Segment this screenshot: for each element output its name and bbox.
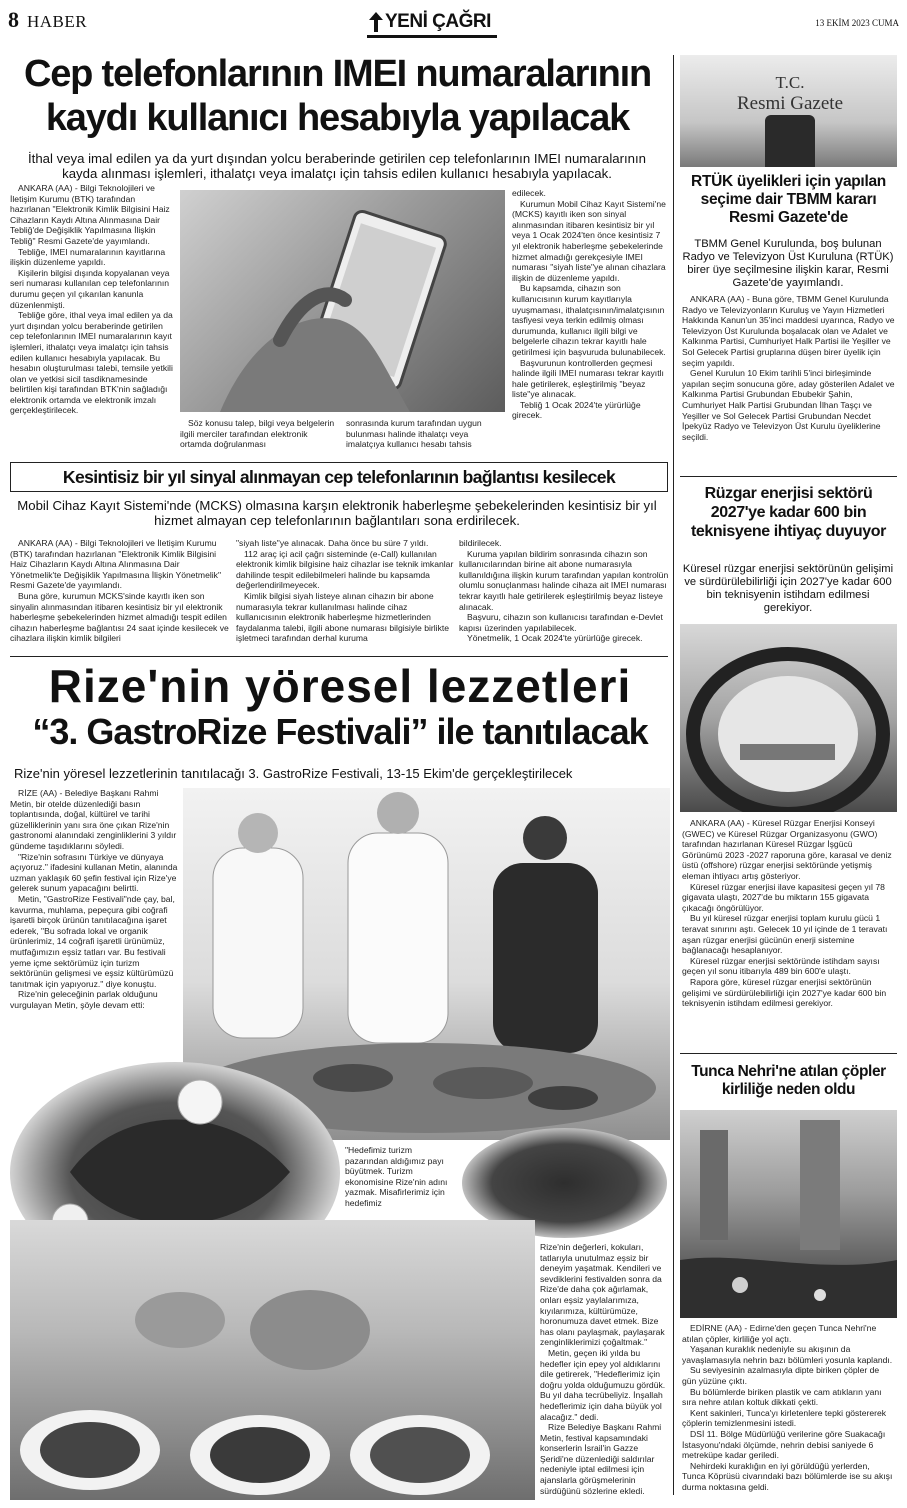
paragraph: Metin, "GastroRize Festivali"nde çay, bal, kavurma, muhlama, pepeçura gibi coğrafi işaretli birçok ürünün tanıtılacağına işaret ederek, "Bu sofrada lokal ve organik ürünlerimiz, 14 coğrafi işaretli ürünümüz, mutfağımızın eşsiz tatları var. Bu festivali yeme içme sektörümüz için turizm sektörünün gelişmesi ve eşsiz kültürümüzü tanıtmak için yapıyoruz." diye konuştu. xyxy=(10,893,175,989)
paragraph: 112 araç içi acil çağrı sisteminde (e-Call) kullanılan elektronik kimlik bilgisine haiz cihazlar ise teknik imkanlar dahilinde tespit edilebilmeleri halinde bu kapsamda değerlendirilmeyecek. xyxy=(236,548,454,591)
table-food-illustration xyxy=(10,1220,535,1500)
mcks-headline: Kesintisiz bir yıl sinyal alınmayan cep telefonlarının bağlantısı kesilecek xyxy=(62,467,616,487)
rtuk-deck: TBMM Genel Kurulunda, boş bulunan Radyo ve Televizyon Üst Kuruluna (RTÜK) birer üye seçilmesine ilişkin karar, Resmi Gazete'de yayımlandı. xyxy=(682,238,894,289)
rize-quote: "Hedefimiz turizm pazarından aldığımız payı büyütmek. Turizm ekonomisine Rize'nin adını yazmak. Misafirlerimiz için hedefimiz xyxy=(345,1145,448,1208)
paragraph: edilecek. xyxy=(512,188,546,198)
paragraph: RİZE (AA) - Belediye Başkanı Rahmi Metin, bir otelde düzenlediği basın toplantısında, doğal, kültürel ve tarihi güzelliklerinin yanı sıra öne çıkan Rize'nin gastronomi alanındaki zenginliklerini 3 yıldır gündeme taşıdıklarını söyledi. xyxy=(10,788,177,851)
paragraph: bildirilecek. xyxy=(459,538,502,548)
paragraph: Genel Kurulun 10 Ekim tarihli 5'inci birleşiminde yapılan seçim sonucuna göre, aday gösterilen Adalet ve Kalkınma Partisi Grubundan Ebubekir Şahin, Cumhuriyet Halk Partisi Grubundan İlhan Taşçı ve Yeşiller ve Sol Gelecek Partisi Grubundan Necdet İpekyüz Radyo ve Televizyon Üst Kurulu üyeliklerine seçildi. xyxy=(682,368,895,442)
rtuk-body xyxy=(682,294,895,472)
imei-caption-col1: Söz konusu talep, bilgi veya belgelerin ilgili merciler tarafından elektronik ortamda doğrulanması xyxy=(180,418,335,450)
paragraph: DSİ 11. Bölge Müdürlüğü verilerine göre Suakacağı İstasyonu'ndaki ölçümde, nehrin debisi saniyede 6 metreküpe kadar geriledi. xyxy=(682,1428,886,1461)
paragraph: Tebliğe, IMEI numaralarının kayıtlarına ilişkin düzenleme yapıldı. xyxy=(10,246,166,268)
river-pollution-photo xyxy=(680,1110,897,1318)
paragraph: Yönetmelik, 1 Ocak 2024'te yürürlüğe girecek. xyxy=(467,633,643,644)
paragraph: Küresel rüzgar enerjisi ilave kapasitesi geçen yıl 78 gigavata ulaştı, 2027'de bu miktarın 155 gigavata çıkacağı öngörülüyor. xyxy=(682,881,885,913)
imei-body-col1 xyxy=(10,183,174,475)
page-number: 8 xyxy=(8,7,19,32)
imei-caption-col2: sonrasında kurum tarafından uygun bulunması halinde ithalatçı veya imalatçıya kullanıcı hesabı tahsis xyxy=(346,418,482,450)
paragraph: Kişilerin bilgisi dışında kopyalanan veya seri numarası kullanılan cep telefonlarının durumu geçen yıl çıkarılan kanunla düzenlenmişti. xyxy=(10,267,170,310)
paragraph: EDİRNE (AA) - Edirne'den geçen Tunca Nehri'ne atılan çöpler, kirliliğe yol açtı. xyxy=(682,1323,877,1344)
paragraph: Buna göre, kurumun MCKS'sinde kayıtlı iken son sinyalin alınmasından itibaren kesintisiz bir yıl elektronik haberleşme şebekelerinden hizmet almadığı tespit edilen cihazın haberleşme bağlantısı 24 saat içinde kesilecek ve cihazlara ilişkin kimlik bilgileri xyxy=(10,590,229,644)
rize-body-col3 xyxy=(540,1242,670,1500)
paragraph: Küresel rüzgar enerjisi sektöründe istihdam sayısı geçen yıl sonu itibarıyla 489 bin 600'e ulaştı. xyxy=(682,955,880,977)
table-food-photo xyxy=(10,1220,535,1500)
paragraph: Yaşanan kuraklık nedeniyle su akışının da yavaşlamasıyla nehrin bazı bölümleri yosunla kaplandı. xyxy=(682,1344,893,1365)
paragraph: Kent sakinleri, Tunca'yı kirletenlere tepki göstererek çöplerin temizlenmesini istedi. xyxy=(682,1407,887,1429)
phone-hand-photo xyxy=(180,190,505,412)
logo-text: YENİ ÇAĞRI xyxy=(385,11,491,32)
phone-icon xyxy=(765,115,815,167)
ruzgar-body xyxy=(682,818,895,1050)
imei-body-col3 xyxy=(512,188,667,473)
paragraph: Su seviyesinin azalmasıyla dipte biriken çöpler de gün yüzüne çıktı. xyxy=(682,1365,880,1386)
wind-turbine-photo xyxy=(680,624,897,812)
turbine-illustration xyxy=(680,624,897,812)
paragraph: Rapora göre, küresel rüzgar enerjisi sektörünün gelişimi ve sürdürülebilirliği için 2027'ye kadar 600 bin teknisyenin istihdam edilmesi gerekiyor. xyxy=(682,976,887,1009)
tunca-headline: Tunca Nehri'ne atılan çöpler kirliliğe neden oldu xyxy=(691,1063,886,1098)
paragraph: ANKARA (AA) - Buna göre, TBMM Genel Kurulunda Radyo ve Televizyonların Kuruluş ve Yayın Hizmetleri Hakkında Kanun'un 35'inci maddesi uyarınca, Radyo ve Televizyon Üst Kurulunda boşalacak olan ve Adalet ve Kalkınma Partisi, Cumhuriyet Halk Partisi ile Yeşiller ve Sol Gelecek Partisi gruplarına düşen birer üyelik için seçim yapıldı. xyxy=(682,294,895,368)
paragraph: Bu yıl küresel rüzgar enerjisi toplam kurulu gücü 1 teravat sınırını aştı. Gelecek 10 yıl içinde de 1 teravatı aşan rüzgar enerjisi gücünün enerji sistemine bağlanacağı hesaplanıyor. xyxy=(682,913,888,956)
imei-headline-line2: kaydı kullanıcı hesabıyla yapılacak xyxy=(45,97,630,139)
section-divider xyxy=(10,656,668,657)
mcks-body-col3 xyxy=(459,538,669,650)
river-illustration xyxy=(680,1110,897,1318)
rtuk-headline: RTÜK üyelikleri için yapılan seçime dair TBMM kararı Resmi Gazete'de xyxy=(691,173,886,226)
paragraph: Kurumun Mobil Cihaz Kayıt Sistemi'ne (MCKS) kayıtlı iken son sinyal alınmasından itibaren kesintisiz bir yıl veya 1 Ocak 2024'ten önce kesintisiz 7 yıl elektronik haberleşme şebekelerinde hizmet almadığı gerekçesiyle IMEI numarası "siyah liste"ye alınan cihazlara ilişkin de düzenleme yapıldı. xyxy=(512,198,666,283)
imei-deck: İthal veya imal edilen ya da yurt dışından yolcu beraberinde getirilen cep telefonlarının IMEI numaralarının kayda alınması işlemleri, ithalatçı veya imalatçı için tahsis edilen kullanıcı hesabıyla yapılacak. xyxy=(28,151,646,181)
paragraph: Kimlik bilgisi siyah listeye alınan cihazın bir abone numarasıyla tekrar kullanılması halinde cihaz kullanıcısının elektronik haberleşme hizmetlerinden faydalanma talebi, ilgili abone numarası bilgisiyle birlikte işletmeci tarafından derhal kuruma xyxy=(236,590,450,644)
mcks-headline-box xyxy=(10,462,668,492)
paragraph: Kuruma yapılan bildirim sonrasında cihazın son kullanıcılarından birine ait abone numarasıyla kullanıldığına ilişkin kurum tarafından yapılan kontrolün olumlu sonuçlanması halinde cihaza ait IMEI numarası tekrar kayıtlı hale getirilerek eşleştirilmiş beyaz listeye alınacak. xyxy=(459,548,669,612)
rize-headline xyxy=(10,660,670,752)
mcks-body-col2 xyxy=(236,538,454,650)
phone-illustration xyxy=(180,190,505,412)
mcks-body-col1 xyxy=(10,538,230,650)
paragraph: ANKARA (AA) - Bilgi Teknolojileri ve İletişim Kurumu (BTK) tarafından hazırlanan "Elektronik Kimlik Bilgisini Haiz Cihazların Kaydı Altına Alınmasına Dair Yönetmelik'te Değişiklik Yapılmasına İlişkin Yönetmelik" Resmi Gazete'de yayımlandı. xyxy=(10,538,222,591)
paragraph: ANKARA (AA) - Küresel Rüzgar Enerjisi Konseyi (GWEC) ve Küresel Rüzgar Organizasyonu (GWO) tarafından hazırlanan Küresel Rüzgar İşgücü Görünümü 2023 -2027 raporuna göre, karasal ve deniz üstü (offshore) rüzgar enerjisi sektöründe yetişmiş eleman ihtiyacı artış gösteriyor. xyxy=(682,818,892,881)
newspaper-logo xyxy=(367,10,497,38)
paragraph: Metin, geçen iki yılda bu hedefler için epey yol aldıklarını dile getirerek, "Hedeflerimiz için doğru yolda olduğumuzu gördük. Bu yıl daha tecrübeliyiz. İnşallah hedeflerimiz için daha büyük yol alacağız." dedi. xyxy=(540,1347,666,1422)
paragraph: Başvuru, cihazın son kullanıcısı tarafından e-Devlet kapısı üzerinden yapılabilecek. xyxy=(459,612,663,633)
resmi-gazete-photo xyxy=(680,55,897,167)
sidebar-divider xyxy=(680,1053,897,1054)
photo-text-resmi-gazete: Resmi Gazete xyxy=(736,93,844,114)
section-label: HABER xyxy=(27,12,88,31)
paragraph: Rize Belediye Başkanı Rahmi Metin, festival kapsamındaki konserlerin İsrail'in Gazze Şeridi'ne düzenlediği saldırılar nedeniyle iptal edilmesi için ajanslarla görüşmelerinin sürdüğünü sözlerine ekledi. xyxy=(540,1422,662,1496)
paragraph: Rize'nin değerleri, kokuları, tatlarıyla unutulmaz eşsiz bir deneyim yaşatmak. Kendileri ve sevdiklerini festivalden sonra da Rize'de daha çok ağırlamak, onları eşsiz yaylalarımıza, kıyılarımıza, kültürümüze, horonumuza davet etmek. Bize has olanı paylaşmak, paylaşarak zenginliklerimizi çoğaltmak." xyxy=(540,1242,665,1348)
ruzgar-headline: Rüzgar enerjisi sektörü 2027'ye kadar 600 bin teknisyene ihtiyaç duyuyor xyxy=(690,485,886,540)
paragraph: Tebliğe göre, ithal veya imal edilen ya da yurt dışından yolcu beraberinde getirilen cep telefonlarının IMEI numaralarının kayıt işlemleri, ithalatçı veya imalatçı için tahsis edilen kullanıcı hesabıyla yapılacak. Bu hesabın oluşturulması talebi, temsile yetkili olan ve yetkisi sicil tasdiknamesinde belirtilen kişi tarafından BTK'nin sağladığı elektronik ortamda ve elektronik imzalı gerçekleştirilecek. xyxy=(10,310,173,416)
photo-text-tc: T.C. xyxy=(775,73,805,92)
issue-date: 13 EKİM 2023 CUMA xyxy=(815,18,899,28)
paragraph: "siyah liste"ye alınacak. Daha önce bu süre 7 yıldı. xyxy=(236,538,429,548)
rize-headline-line1: Rize'nin yöresel lezzetleri xyxy=(48,660,632,712)
rize-deck: Rize'nin yöresel lezzetlerinin tanıtılacağı 3. GastroRize Festivali, 13-15 Ekim'de gerçekleştirilecek xyxy=(14,766,573,781)
mcks-deck: Mobil Cihaz Kayıt Sistemi'nde (MCKS) olmasına karşın elektronik haberleşme şebekelerinden kesintisiz bir yıl hizmet almayan cep telefonlarının bağlantıları sona erdirilecek. xyxy=(17,498,657,528)
sidebar-divider xyxy=(680,476,897,477)
paragraph: Nehirdeki kuraklığın en iyi görüldüğü yerlerden, Tunca Köprüsü civarındaki bazı bölümlerde ise su akışı durma noktasına geldi. xyxy=(682,1460,893,1492)
imei-headline xyxy=(10,52,665,140)
imei-headline-line1: Cep telefonlarının IMEI numaralarının xyxy=(23,53,652,95)
paragraph: Bu kapsamda, cihazın son kullanıcısının kurum kayıtlarıyla uyuşmaması, ithalatçısının/imalatçısının tasfiyesi veya terkin edilmiş olması durumunda, kullanıcı ilgili bilgi ve belgelerle cihazın tekrar kayıtlı hale getirilmesi için başvuruda bulunabilecek. xyxy=(512,283,666,357)
paragraph: Rize'nin geleceğinin parlak olduğunu vurgulayan Metin, şöyle devam etti: xyxy=(10,989,158,1010)
column-divider xyxy=(673,55,674,1495)
rize-headline-line2: “3. GastroRize Festivali” ile tanıtılacak xyxy=(32,711,648,752)
paragraph: Başvurunun kontrollerden geçmesi halinde ilgili IMEI numarası tekrar kayıtlı hale getirilerek, eşleştirilmiş "beyaz liste"ye alınacak. xyxy=(512,357,664,400)
logo-emblem-icon xyxy=(369,12,383,32)
paragraph: "Rize'nin sofrasını Türkiye ve dünyaya açıyoruz." ifadesini kullanan Metin, alanında uzman yaklaşık 60 şefin festival için Rize'ye gelerek sunum yapacağını belirtti. xyxy=(10,851,178,894)
paragraph: ANKARA (AA) - Bilgi Teknolojileri ve İletişim Kurumu (BTK) tarafından hazırlanan "Elektronik Kimlik Bilgisini Haiz Cihazların Kaydı Altına Alınmasına Dair Tebliğ'de Değişiklik Yapılmasına İlişkin Tebliğ" Resmi Gazete'de yayımlandı. xyxy=(10,183,170,246)
paragraph: Tebliğ 1 Ocak 2024'te yürürlüğe girecek. xyxy=(512,399,641,421)
paragraph: Bu bölümlerde biriken plastik ve cam atıkların yanı sıra nehre atılan koltuk dikkati çekti. xyxy=(682,1386,882,1408)
tunca-body xyxy=(682,1323,895,1503)
ruzgar-deck: Küresel rüzgar enerjisi sektörünün gelişimi ve sürdürülebilirliği için 2027'ye kadar 600 bin teknisyenin istihdam edilmesi gerekiyor. xyxy=(682,563,894,614)
